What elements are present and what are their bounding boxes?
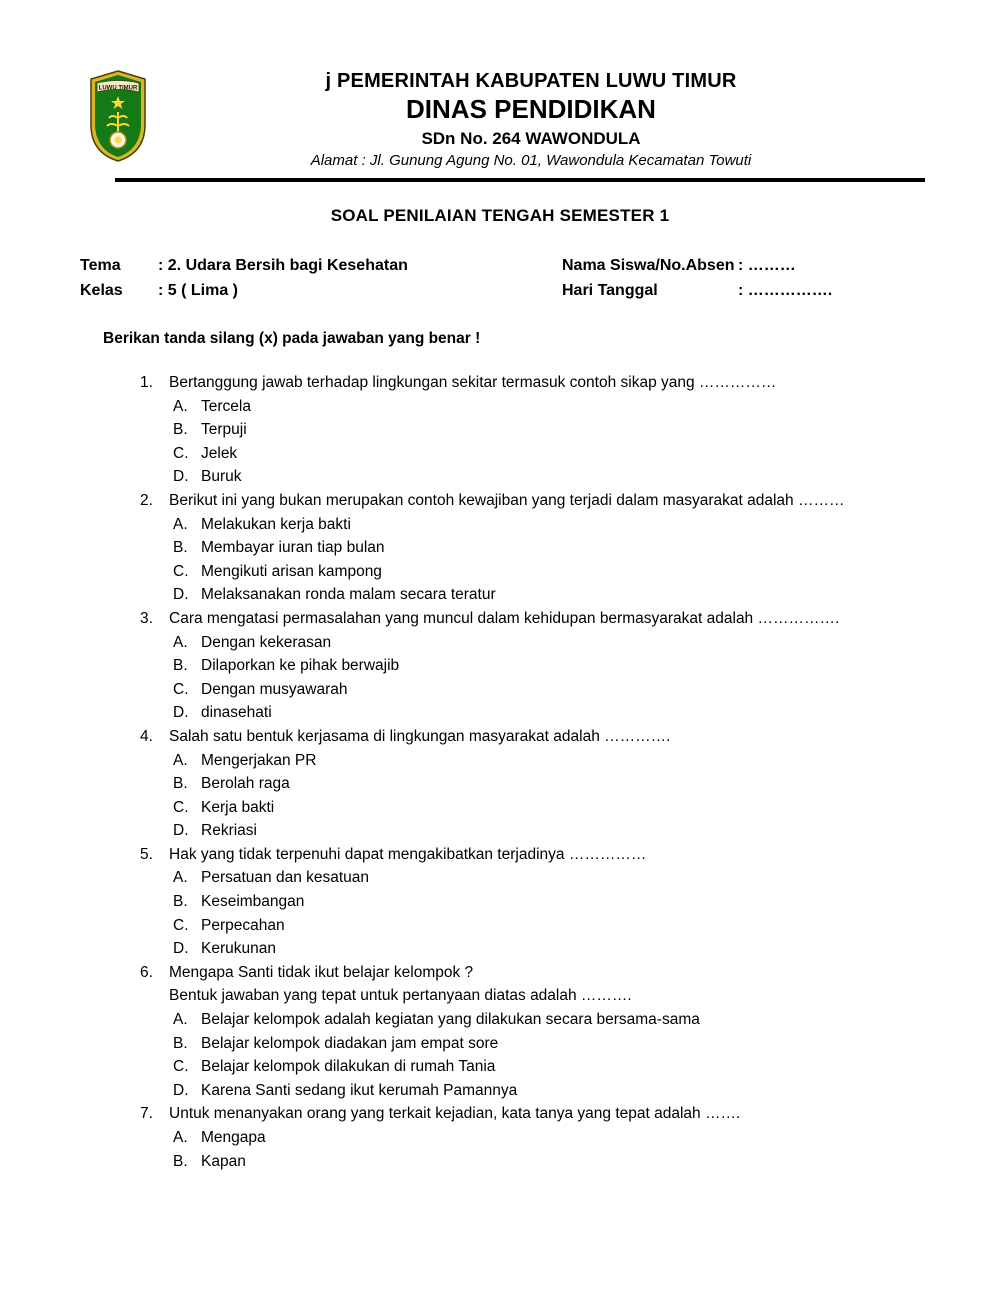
- meta-tema-row: [80, 253, 408, 278]
- question-text: Mengapa Santi tidak ikut belajar kelompok ?: [169, 963, 474, 981]
- question-body: [169, 843, 945, 961]
- option-letter: B.: [173, 539, 188, 557]
- question-item: [140, 1102, 945, 1173]
- tema-value: : 2. Udara Bersih bagi Kesehatan: [158, 257, 408, 274]
- option-text: Dilaporkan ke pihak berwajib: [201, 657, 400, 675]
- option-item: [169, 395, 945, 419]
- questions-list: [140, 371, 945, 1173]
- option-text: Rekriasi: [201, 822, 257, 840]
- option-text: Belajar kelompok adalah kegiatan yang dilakukan secara bersama-sama: [201, 1011, 700, 1029]
- option-item: [169, 937, 945, 961]
- option-letter: A.: [173, 751, 188, 769]
- option-item: [169, 1150, 945, 1174]
- option-text: Dengan musyawarah: [201, 680, 348, 698]
- hari-tanggal-blank: : …………….: [738, 282, 833, 299]
- meta-right: [562, 253, 920, 303]
- option-letter: A.: [173, 633, 188, 651]
- option-text: Mengapa: [201, 1129, 266, 1146]
- meta-hari-row: [562, 278, 920, 303]
- option-letter: C.: [173, 680, 189, 698]
- option-text: Jelek: [201, 444, 238, 462]
- option-item: [169, 654, 945, 678]
- option-text: Tercela: [201, 397, 251, 415]
- option-item: [169, 1079, 945, 1103]
- question-number: 1.: [140, 374, 153, 391]
- letterhead: [62, 0, 1000, 169]
- question-item: [140, 843, 945, 961]
- option-letter: A.: [173, 515, 188, 533]
- question-number: 4.: [140, 727, 153, 745]
- option-text: Karena Santi sedang ikut kerumah Pamannya: [201, 1081, 518, 1099]
- option-text: Dengan kekerasan: [201, 633, 332, 651]
- option-letter: C.: [173, 1058, 189, 1076]
- option-item: [169, 866, 945, 890]
- question-text: Cara mengatasi permasalahan yang muncul dalam kehidupan bermasyarakat adalah …………….: [169, 609, 840, 627]
- exam-meta: [80, 253, 920, 303]
- option-letter: B.: [173, 893, 188, 911]
- option-item: [169, 819, 945, 843]
- option-item: [169, 418, 945, 442]
- option-letter: A.: [173, 397, 188, 415]
- option-letter: D.: [173, 586, 189, 604]
- luwu-timur-logo: [88, 70, 148, 162]
- option-text: Membayar iuran tiap bulan: [201, 539, 385, 557]
- option-text: Kapan: [201, 1152, 246, 1170]
- option-text: Persatuan dan kesatuan: [201, 869, 370, 887]
- option-letter: B.: [173, 657, 188, 675]
- question-body: [169, 489, 945, 607]
- letterhead-school: SDn No. 264 WAWONDULA: [421, 129, 641, 148]
- hari-tanggal-label: Hari Tanggal: [562, 282, 658, 299]
- question-number: 6.: [140, 963, 153, 981]
- option-item: [169, 890, 945, 914]
- question-text: Untuk menanyakan orang yang terkait kejadian, kata tanya yang tepat adalah …….: [169, 1105, 741, 1123]
- option-text: Berolah raga: [201, 775, 290, 793]
- option-letter: D.: [173, 822, 189, 840]
- option-item: [169, 631, 945, 655]
- question-body: [169, 725, 945, 843]
- option-text: dinasehati: [201, 704, 272, 722]
- option-text: Terpuji: [201, 421, 247, 439]
- logo-banner-text: LUWU TIMUR: [98, 85, 138, 92]
- question-text: Hak yang tidak terpenuhi dapat mengakibatkan terjadinya ……………: [169, 845, 647, 863]
- option-item: [169, 701, 945, 725]
- question-text: Salah satu bentuk kerjasama di lingkungan masyarakat adalah ………….: [169, 727, 671, 745]
- nama-siswa-blank: : ………: [738, 257, 796, 274]
- option-text: Belajar kelompok dilakukan di rumah Tania: [201, 1058, 496, 1076]
- option-letter: B.: [173, 775, 188, 793]
- question-item: [140, 489, 945, 607]
- question-number: 7.: [140, 1105, 153, 1123]
- option-letter: A.: [173, 1129, 188, 1146]
- option-item: [169, 749, 945, 773]
- option-text: Kerja bakti: [201, 798, 275, 816]
- question-number: 3.: [140, 609, 153, 627]
- letterhead-department: DINAS PENDIDIKAN: [406, 94, 656, 124]
- page-title: SOAL PENILAIAN TENGAH SEMESTER 1: [330, 206, 670, 225]
- option-letter: B.: [173, 421, 188, 439]
- option-text: Melaksanakan ronda malam secara teratur: [201, 586, 496, 604]
- option-item: [169, 1126, 945, 1150]
- question-body: [169, 371, 945, 489]
- option-item: [169, 1008, 945, 1032]
- option-item: [169, 536, 945, 560]
- letterhead-divider: [115, 178, 925, 182]
- option-text: Keseimbangan: [201, 893, 305, 911]
- option-item: [169, 1055, 945, 1079]
- question-item: [140, 961, 945, 1103]
- option-text: Buruk: [201, 468, 242, 486]
- option-item: [169, 442, 945, 466]
- option-letter: D.: [173, 704, 189, 722]
- option-item: [169, 678, 945, 702]
- option-letter: C.: [173, 562, 189, 580]
- option-item: [169, 583, 945, 607]
- question-number: 2.: [140, 491, 153, 509]
- nama-siswa-label: Nama Siswa/No.Absen: [562, 257, 735, 274]
- option-letter: B.: [173, 1152, 188, 1170]
- option-letter: D.: [173, 468, 189, 486]
- option-text: Kerukunan: [201, 940, 276, 958]
- option-letter: D.: [173, 1081, 189, 1099]
- question-number: 5.: [140, 845, 153, 863]
- option-letter: A.: [173, 869, 188, 887]
- option-item: [169, 772, 945, 796]
- option-letter: D.: [173, 940, 189, 958]
- letterhead-address: Alamat : Jl. Gunung Agung No. 01, Wawondula Kecamatan Towuti: [310, 152, 752, 169]
- question-item: [140, 725, 945, 843]
- letterhead-government: j PEMERINTAH KABUPATEN LUWU TIMUR: [325, 70, 737, 92]
- option-item: [169, 796, 945, 820]
- option-item: [169, 1032, 945, 1056]
- option-item: [169, 513, 945, 537]
- kelas-value: : 5 ( Lima ): [158, 282, 239, 299]
- question-body: [169, 1102, 945, 1173]
- option-text: Belajar kelompok diadakan jam empat sore: [201, 1034, 499, 1052]
- option-text: Mengikuti arisan kampong: [201, 562, 382, 580]
- option-item: [169, 914, 945, 938]
- option-text: Perpecahan: [201, 916, 285, 934]
- exam-instruction: Berikan tanda silang (x) pada jawaban yang benar !: [103, 330, 481, 347]
- option-letter: C.: [173, 798, 189, 816]
- option-letter: A.: [173, 1011, 188, 1029]
- option-letter: B.: [173, 1034, 188, 1052]
- question-text: Berikut ini yang bukan merupakan contoh kewajiban yang terjadi dalam masyarakat adalah ………: [169, 491, 845, 509]
- meta-left: [80, 253, 408, 303]
- question-body: [169, 607, 945, 725]
- meta-kelas-row: [80, 278, 408, 303]
- question-text: Bentuk jawaban yang tepat untuk pertanyaan diatas adalah ……….: [169, 987, 632, 1005]
- tema-label: Tema: [80, 257, 121, 274]
- question-item: [140, 371, 945, 489]
- kelas-label: Kelas: [80, 282, 123, 299]
- option-text: Mengerjakan PR: [201, 751, 317, 769]
- option-letter: C.: [173, 916, 189, 934]
- option-letter: C.: [173, 444, 189, 462]
- option-text: Melakukan kerja bakti: [201, 515, 351, 533]
- meta-nama-row: [562, 253, 920, 278]
- question-item: [140, 607, 945, 725]
- option-item: [169, 560, 945, 584]
- option-item: [169, 465, 945, 489]
- question-body: [169, 961, 945, 1103]
- question-text: Bertanggung jawab terhadap lingkungan sekitar termasuk contoh sikap yang ……………: [169, 374, 777, 391]
